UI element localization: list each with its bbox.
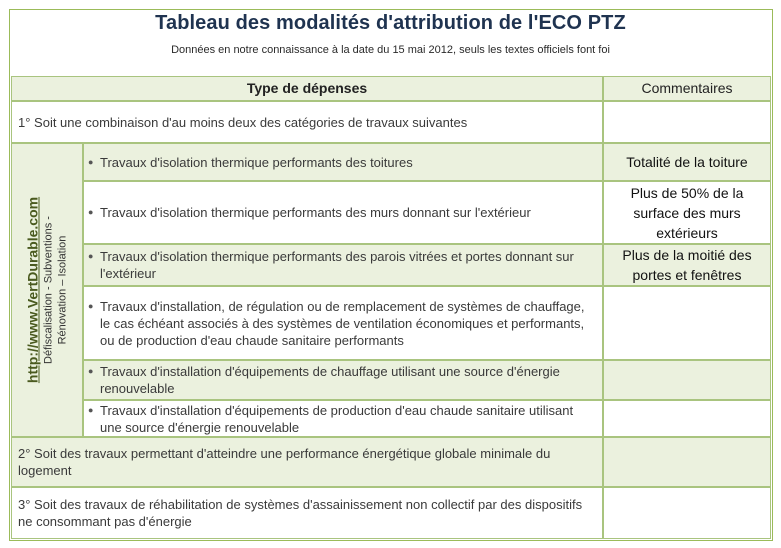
bullet-icon: ● bbox=[88, 404, 94, 415]
page-subtitle: Données en notre connaissance à la date du 15 mai 2012, seuls les textes officiels font foi bbox=[171, 44, 610, 56]
row-3-text: 3° Soit des travaux de réhabilitation de systèmes d'assainissement non collectif par des dispositifs ne consommant pas d'énergie bbox=[18, 497, 583, 529]
side-line-1: Défiscalisation - Subventions - bbox=[42, 216, 55, 364]
side-line-2: Rénovation – Isolation bbox=[56, 235, 69, 345]
column-header-comments: Commentaires bbox=[603, 76, 771, 101]
table-row-3 bbox=[11, 487, 603, 539]
list-item: ● Travaux d'isolation thermique performants des toitures bbox=[83, 143, 603, 181]
comment-cell bbox=[603, 360, 771, 400]
bullet-icon: ● bbox=[88, 251, 94, 261]
row-2-text: 2° Soit des travaux permettant d'atteindre une performance énergétique globale minimale du logement bbox=[18, 446, 551, 478]
list-item: ● Travaux d'isolation thermique performants des parois vitrées et portes donnant sur l'extérieur bbox=[83, 244, 603, 286]
vertdurable-link[interactable]: http://www.VertDurable.com bbox=[24, 196, 41, 384]
bullet-icon: ● bbox=[88, 366, 94, 376]
comment-cell: Plus de la moitié des portes et fenêtres bbox=[603, 244, 771, 286]
list-item: ● Travaux d'installation d'équipements de chauffage utilisant une source d'énergie renouvelable bbox=[83, 360, 603, 400]
row-2-comment bbox=[603, 437, 771, 487]
bullet-icon: ● bbox=[88, 300, 94, 311]
column-header-type: Type de dépenses bbox=[11, 76, 603, 101]
comment-cell bbox=[603, 286, 771, 360]
comment-cell bbox=[603, 400, 771, 437]
row-1-comment bbox=[603, 101, 771, 143]
bullet-icon: ● bbox=[88, 207, 94, 217]
row-3-comment bbox=[603, 487, 771, 539]
side-label-cell bbox=[11, 143, 83, 437]
list-item: ● Travaux d'installation d'équipements de production d'eau chaude sanitaire utilisant une source d'énergie renouvelable bbox=[83, 400, 603, 437]
comment-cell: Totalité de la toiture bbox=[603, 143, 771, 181]
bullet-icon: ● bbox=[88, 156, 94, 167]
list-item: ● Travaux d'installation, de régulation ou de remplacement de systèmes de chauffage, le cas échéant associés à des systèmes de ventilation économiques et performants, ou de production d'eau chaude sanitaire performants bbox=[83, 286, 603, 360]
page-title: Tableau des modalités d'attribution de l'ECO PTZ bbox=[155, 12, 626, 34]
list-item: ● Travaux d'isolation thermique performants des murs donnant sur l'extérieur bbox=[83, 181, 603, 244]
table-row-2 bbox=[11, 437, 603, 487]
table-row-1 bbox=[11, 101, 603, 143]
comment-cell: Plus de 50% de la surface des murs extérieurs bbox=[603, 181, 771, 244]
row-1-text: 1° Soit une combinaison d'au moins deux des catégories de travaux suivantes bbox=[18, 114, 468, 130]
